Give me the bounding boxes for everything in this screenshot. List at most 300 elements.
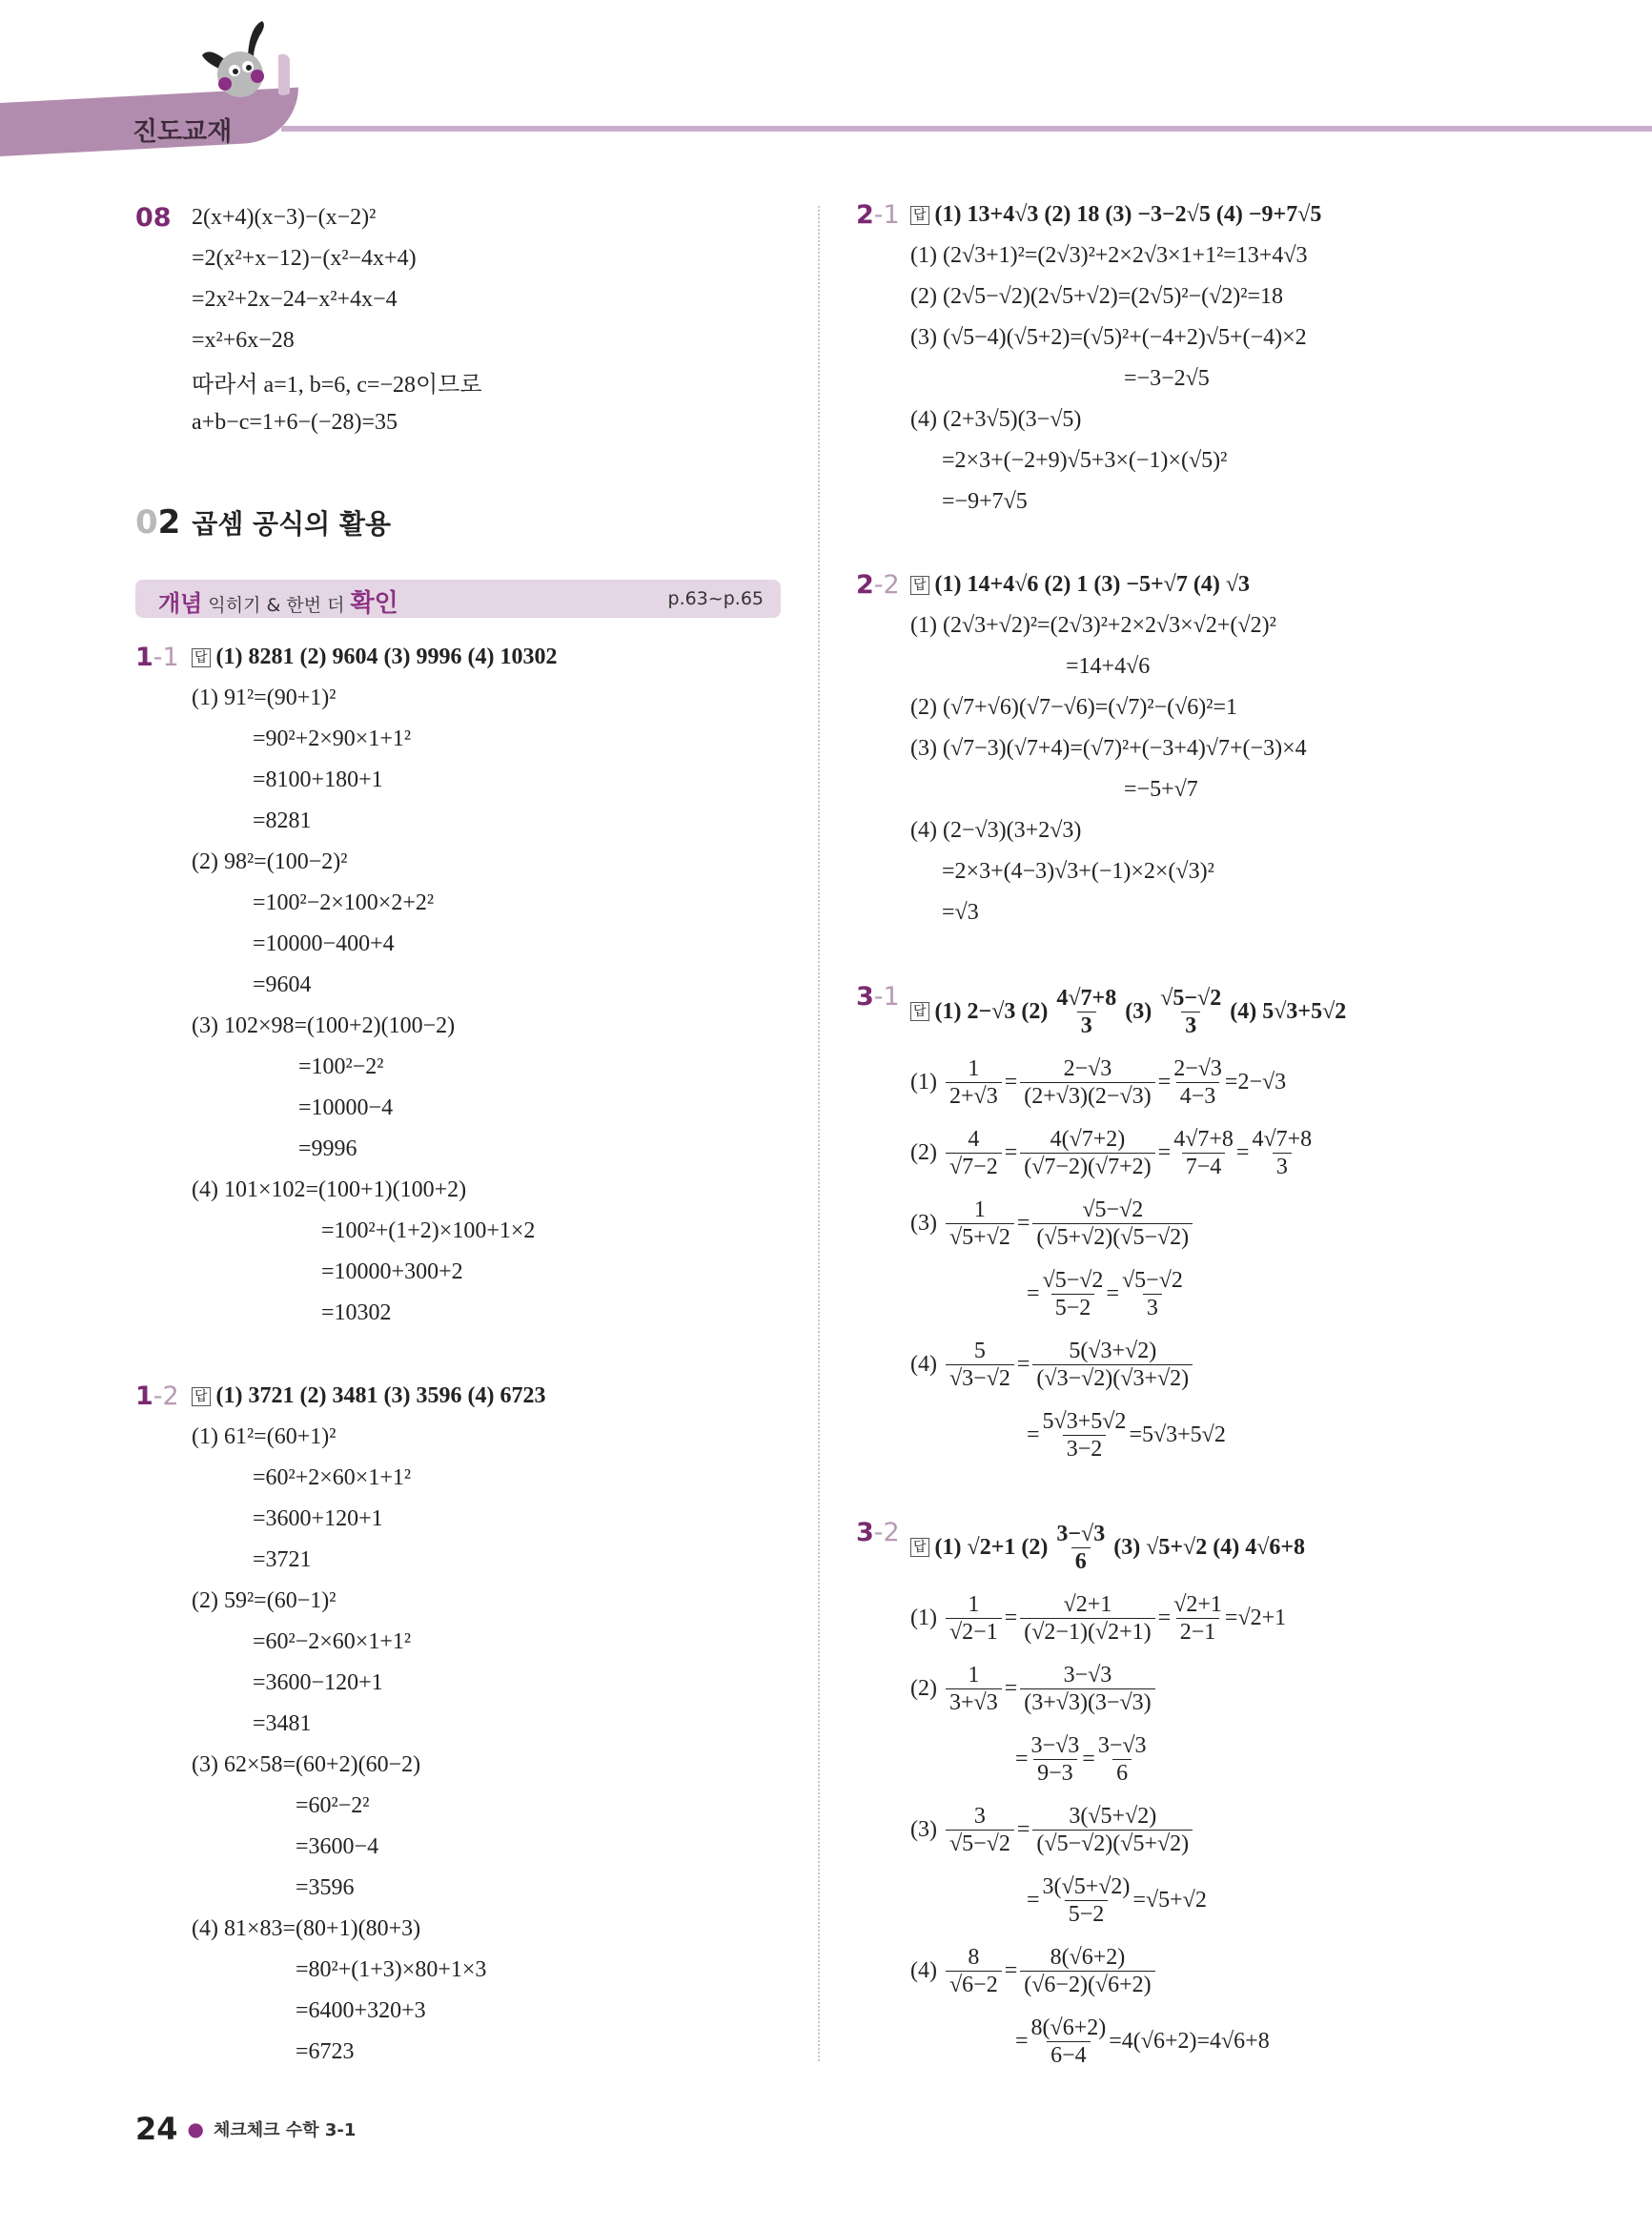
- math-text: =: [1004, 1139, 1018, 1165]
- denominator: 6−4: [1047, 2041, 1091, 2069]
- solution-line: [910, 440, 1321, 481]
- fraction: [1020, 1944, 1154, 1998]
- numerator: 5√3+5√2: [1042, 1408, 1127, 1434]
- math-text: (4): [910, 1957, 943, 1983]
- math-text: =: [1016, 1210, 1030, 1236]
- math-text: =−5+√7: [1124, 777, 1198, 802]
- math-text: =100²−2²: [298, 1054, 384, 1079]
- math-text: (2) 98²=(100−2)²: [192, 849, 348, 874]
- math-text: =: [1016, 1351, 1030, 1377]
- problem-number-minor: -2: [873, 1518, 900, 1547]
- solution-line: [910, 1400, 1346, 1470]
- numerator: 3−√3: [1097, 1732, 1147, 1758]
- solution-line: [192, 1499, 545, 1540]
- solution-body: [910, 564, 1307, 933]
- solution-line: [192, 1170, 557, 1211]
- answer-line: [910, 564, 1307, 605]
- numerator: 1: [968, 1662, 980, 1688]
- problem-number: [856, 570, 900, 600]
- denominator: 3: [1077, 1012, 1096, 1039]
- numerator: √5−√2: [1082, 1197, 1144, 1222]
- problem-3-1: [856, 976, 1346, 1470]
- solution-line: [192, 760, 557, 801]
- solution-line: [910, 1865, 1305, 1935]
- math-text: =6723: [296, 2039, 355, 2064]
- math-text: (2): [910, 1675, 943, 1701]
- math-text: =10000+300+2: [321, 1259, 463, 1284]
- solution-line: [910, 1188, 1346, 1258]
- solution-line: [192, 1622, 545, 1663]
- solution-line: [192, 1663, 545, 1704]
- fraction: [1032, 1338, 1193, 1392]
- math-text: =: [1027, 1280, 1040, 1306]
- math-text: =: [1004, 1605, 1018, 1630]
- numerator: √5−√2: [1042, 1267, 1104, 1293]
- fraction: [1031, 1732, 1080, 1787]
- answer-line: [192, 1376, 545, 1417]
- banner-part3: 확인: [350, 589, 398, 618]
- numerator: 4√7+8: [1056, 985, 1117, 1011]
- math-text: (3) (√7−3)(√7+4)=(√7)²+(−3+4)√7+(−3)×4: [910, 736, 1307, 761]
- denominator: 7−4: [1182, 1153, 1226, 1180]
- solution-line: [192, 1129, 557, 1170]
- fraction: [1031, 2015, 1107, 2069]
- denominator: (3+√3)(3−√3): [1020, 1688, 1154, 1716]
- math-text: (3) 62×58=(60+2)(60−2): [192, 1752, 421, 1777]
- solution-line: [910, 810, 1307, 851]
- answer-mark-icon: 답: [910, 206, 929, 225]
- problem-number: [135, 643, 179, 672]
- math-text: =10000−400+4: [253, 931, 395, 956]
- bullet-icon: ●: [187, 2117, 204, 2140]
- problem-2-2: [856, 564, 1307, 933]
- solution-line: [910, 399, 1321, 440]
- fraction: [946, 1662, 1002, 1716]
- math-text: (1): [910, 1069, 943, 1095]
- solution-line: [192, 1458, 545, 1499]
- math-text: =3600+120+1: [253, 1506, 383, 1531]
- solution-line: [910, 728, 1307, 769]
- problem-2-1: [856, 194, 1321, 522]
- fraction: [1173, 1055, 1222, 1110]
- math-text: =2×3+(4−3)√3+(−1)×2×(√3)²: [942, 859, 1214, 884]
- banner-part2: 익히기 & 한번 더: [202, 595, 351, 616]
- section-title-text: 곱셈 공식의 활용: [192, 508, 392, 540]
- solution-line: [910, 1329, 1346, 1400]
- math-text: =: [1004, 1675, 1018, 1701]
- math-text: =−9+7√5: [942, 489, 1028, 514]
- fraction: [1043, 1873, 1131, 1928]
- solution-line: [192, 965, 557, 1006]
- problem-number-minor: -2: [873, 570, 900, 600]
- math-text: =60²−2×60×1+1²: [253, 1629, 412, 1654]
- solution-line: [192, 1417, 545, 1458]
- solution-line: [192, 1868, 545, 1909]
- math-text: (1) 14+4√6 (2) 1 (3) −5+√7 (4) √3: [934, 572, 1251, 597]
- solution-line: [910, 1935, 1305, 2006]
- math-text: (2) (2√5−√2)(2√5+√2)=(2√5)²−(√2)²=18: [910, 284, 1284, 309]
- math-text: a+b−c=1+6−(−28)=35: [192, 410, 398, 435]
- section-number: 2: [157, 503, 181, 542]
- math-text: =90²+2×90×1+1²: [253, 726, 412, 751]
- solution-body: [192, 1376, 545, 2073]
- numerator: 3−√3: [1056, 1521, 1106, 1546]
- numerator: √2+1: [1173, 1591, 1222, 1617]
- denominator: 3: [1143, 1294, 1162, 1321]
- math-text: =2−√3: [1224, 1069, 1287, 1095]
- fraction: [1056, 1521, 1105, 1575]
- denominator: (√5+√2)(√5−√2): [1032, 1223, 1193, 1251]
- fraction: [946, 1803, 1014, 1857]
- solution-line: [192, 1745, 545, 1786]
- solution-line: [192, 279, 482, 320]
- problem-number-major: 08: [135, 203, 172, 233]
- denominator: 2−1: [1176, 1618, 1220, 1646]
- math-text: =60²+2×60×1+1²: [253, 1465, 412, 1490]
- problem-number-major: 1: [135, 1381, 153, 1411]
- math-text: =2(x²+x−12)−(x²−4x+4): [192, 246, 417, 271]
- denominator: √7−2: [946, 1153, 1002, 1180]
- math-text: 2(x+4)(x−3)−(x−2)²: [192, 205, 377, 230]
- math-text: =3721: [253, 1547, 312, 1572]
- math-text: =10302: [321, 1300, 392, 1325]
- math-text: =√5+√2: [1132, 1887, 1207, 1913]
- denominator: (√3−√2)(√3+√2): [1032, 1364, 1193, 1392]
- math-text: =: [1015, 2028, 1029, 2054]
- math-text: (1) √2+1 (2): [934, 1534, 1054, 1560]
- numerator: 4√7+8: [1252, 1126, 1313, 1152]
- math-text: =6400+320+3: [296, 1998, 426, 2023]
- answer-line: [910, 194, 1321, 235]
- answer-line: [910, 1512, 1305, 1583]
- fraction: [1056, 985, 1116, 1039]
- math-text: =: [1157, 1139, 1172, 1165]
- denominator: √2−1: [946, 1618, 1002, 1646]
- problem-number-minor: -1: [873, 200, 900, 230]
- math-text: =8100+180+1: [253, 767, 383, 792]
- numerator: 5(√3+√2): [1069, 1338, 1157, 1363]
- solution-line: [192, 719, 557, 760]
- numerator: 8(√6+2): [1050, 1944, 1126, 1970]
- problem-number: [856, 982, 900, 1012]
- fraction: [1252, 1126, 1312, 1180]
- solution-line: [910, 892, 1307, 933]
- solution-line: [910, 317, 1321, 358]
- answer-line: [192, 637, 557, 678]
- fraction: [1043, 1408, 1127, 1463]
- math-text: =: [1082, 1746, 1095, 1771]
- solution-line: [910, 1653, 1305, 1724]
- solution-line: [910, 358, 1321, 399]
- math-text: =: [1157, 1605, 1172, 1630]
- math-text: =100²+(1+2)×100+1×2: [321, 1218, 536, 1243]
- answer-mark-icon: 답: [192, 648, 211, 667]
- problem-number-major: 2: [856, 200, 874, 230]
- math-text: =: [1027, 1422, 1040, 1447]
- numerator: 1: [973, 1197, 986, 1222]
- solution-line: [192, 1786, 545, 1827]
- math-text: (3) 102×98=(100+2)(100−2): [192, 1013, 456, 1038]
- math-text: (2) (√7+√6)(√7−√6)=(√7)²−(√6)²=1: [910, 695, 1238, 720]
- math-text: (4) (2+3√5)(3−√5): [910, 407, 1082, 432]
- solution-line: [910, 2006, 1305, 2077]
- column-divider: [818, 206, 820, 2061]
- denominator: 3: [1181, 1012, 1200, 1039]
- page-number: 24: [135, 2111, 178, 2147]
- math-text: =9996: [298, 1136, 357, 1161]
- math-text: =9604: [253, 972, 312, 997]
- header-rule: [281, 126, 1652, 132]
- numerator: 2−√3: [1173, 1055, 1222, 1081]
- fraction: [1122, 1267, 1183, 1321]
- answer-mark-icon: 답: [910, 1002, 929, 1021]
- math-text: (1) 61²=(60+1)²: [192, 1424, 337, 1449]
- numerator: 4: [968, 1126, 980, 1152]
- fraction: [1173, 1591, 1222, 1646]
- numerator: 4(√7+2): [1050, 1126, 1126, 1152]
- problem-number-major: 1: [135, 643, 153, 672]
- answer-mark-icon: 답: [910, 576, 929, 595]
- math-text: (3): [910, 1816, 943, 1842]
- section-number-prefix: 0: [135, 503, 158, 542]
- fraction: [946, 1338, 1014, 1392]
- solution-line: [192, 2032, 545, 2073]
- fraction: [1020, 1662, 1154, 1716]
- denominator: √3−√2: [946, 1364, 1014, 1392]
- math-text: (4) 101×102=(100+1)(100+2): [192, 1177, 467, 1202]
- solution-line: [910, 1794, 1305, 1865]
- math-text: (1) 3721 (2) 3481 (3) 3596 (4) 6723: [215, 1383, 546, 1408]
- solution-line: [192, 238, 482, 279]
- denominator: (√2−1)(√2+1): [1020, 1618, 1154, 1646]
- fraction: [946, 1126, 1002, 1180]
- solution-line: [910, 1117, 1346, 1188]
- solution-line: [192, 801, 557, 842]
- numerator: 1: [968, 1055, 980, 1081]
- problem-number-minor: -1: [153, 643, 179, 672]
- denominator: (2+√3)(2−√3): [1020, 1082, 1154, 1110]
- banner-part1: 개념: [158, 590, 203, 617]
- problem-number-major: 3: [856, 982, 874, 1012]
- math-text: (1) (2√3+√2)²=(2√3)²+2×2√3×√2+(√2)²: [910, 613, 1276, 638]
- problem-number: [135, 1381, 179, 1411]
- math-text: =4(√6+2)=4√6+8: [1109, 2028, 1270, 2054]
- numerator: 8(√6+2): [1030, 2015, 1107, 2040]
- math-text: =: [1004, 1957, 1018, 1983]
- solution-line: [192, 1827, 545, 1868]
- denominator: 2+√3: [946, 1082, 1002, 1110]
- solution-line: [192, 1950, 545, 1991]
- math-text: =: [1235, 1139, 1250, 1165]
- math-text: 따라서 a=1, b=6, c=−28이므로: [192, 373, 482, 398]
- fraction: [1160, 985, 1221, 1039]
- problem-08: [135, 197, 482, 443]
- solution-line: [192, 320, 482, 361]
- solution-line: [192, 1540, 545, 1581]
- denominator: 6: [1112, 1759, 1132, 1787]
- numerator: √5−√2: [1160, 985, 1222, 1011]
- solution-line: [910, 1724, 1305, 1794]
- math-text: (3): [1119, 998, 1158, 1024]
- rabbit-mascot-icon: [191, 17, 296, 113]
- solution-line: [910, 851, 1307, 892]
- numerator: 3: [973, 1803, 986, 1829]
- denominator: √5+√2: [946, 1223, 1014, 1251]
- solution-line: [910, 646, 1307, 687]
- solution-line: [910, 687, 1307, 728]
- math-text: =10000−4: [298, 1095, 394, 1120]
- section-title: [135, 503, 391, 542]
- answer-mark-icon: 답: [192, 1387, 211, 1406]
- math-text: =100²−2×100×2+2²: [253, 890, 435, 915]
- fraction: [946, 1944, 1002, 1998]
- math-text: =: [1027, 1887, 1040, 1913]
- math-text: =3481: [253, 1711, 312, 1736]
- math-text: (4) (2−√3)(3+2√3): [910, 818, 1082, 843]
- numerator: √2+1: [1063, 1591, 1112, 1617]
- solution-body: [192, 197, 482, 443]
- banner-page-range: p.63~p.65: [667, 588, 764, 609]
- math-text: =3600−4: [296, 1834, 379, 1859]
- denominator: 3: [1273, 1153, 1292, 1180]
- solution-line: [910, 481, 1321, 522]
- solution-line: [910, 1047, 1346, 1117]
- fraction: [1032, 1197, 1193, 1251]
- math-text: =5√3+5√2: [1129, 1422, 1226, 1447]
- math-text: (1) (2√3+1)²=(2√3)²+2×2√3×1+1²=13+4√3: [910, 243, 1308, 268]
- problem-number: [135, 203, 172, 233]
- math-text: (4) 81×83=(80+1)(80+3): [192, 1916, 421, 1941]
- denominator: √6−2: [946, 1971, 1002, 1998]
- problem-3-2: [856, 1512, 1305, 2077]
- denominator: 3+√3: [946, 1688, 1002, 1716]
- problem-number: [856, 200, 900, 230]
- solution-line: [192, 678, 557, 719]
- solution-line: [192, 1581, 545, 1622]
- numerator: 3−√3: [1063, 1662, 1112, 1688]
- fraction: [1173, 1126, 1234, 1180]
- solution-line: [910, 1258, 1346, 1329]
- book-title: 체크체크 수학 3-1: [213, 2120, 357, 2140]
- numerator: 3(√5+√2): [1042, 1873, 1131, 1899]
- math-text: =√2+1: [1224, 1605, 1287, 1630]
- numerator: 3−√3: [1030, 1732, 1080, 1758]
- numerator: 4√7+8: [1173, 1126, 1234, 1152]
- problem-1-2: [135, 1376, 545, 2073]
- solution-line: [910, 605, 1307, 646]
- math-text: (1) 8281 (2) 9604 (3) 9996 (4) 10302: [215, 644, 558, 669]
- solution-line: [192, 924, 557, 965]
- denominator: 5−2: [1051, 1294, 1095, 1321]
- math-text: =2×3+(−2+9)√5+3×(−1)×(√5)²: [942, 448, 1228, 473]
- fraction: [1032, 1803, 1193, 1857]
- answer-mark-icon: 답: [910, 1538, 929, 1557]
- solution-line: [192, 883, 557, 924]
- denominator: 5−2: [1065, 1900, 1109, 1928]
- math-text: =: [1015, 1746, 1029, 1771]
- math-text: =−3−2√5: [1124, 366, 1210, 391]
- fraction: [1043, 1267, 1104, 1321]
- denominator: 4−3: [1176, 1082, 1220, 1110]
- solution-line: [910, 769, 1307, 810]
- fraction: [1020, 1591, 1154, 1646]
- denominator: 3−2: [1063, 1435, 1107, 1463]
- solution-line: [192, 1991, 545, 2032]
- math-text: =x²+6x−28: [192, 328, 295, 353]
- numerator: 5: [973, 1338, 986, 1363]
- problem-1-1: [135, 637, 557, 1334]
- math-text: (1) 13+4√3 (2) 18 (3) −3−2√5 (4) −9+7√5: [934, 202, 1322, 227]
- page-footer: [135, 2111, 356, 2147]
- math-text: =3600−120+1: [253, 1670, 383, 1695]
- solution-line: [192, 402, 482, 443]
- solution-body: [910, 976, 1346, 1470]
- solution-line: [192, 1293, 557, 1334]
- solution-line: [910, 276, 1321, 317]
- math-text: (2): [910, 1139, 943, 1165]
- fraction: [1098, 1732, 1147, 1787]
- math-text: =14+4√6: [1066, 654, 1151, 679]
- math-text: (3): [910, 1210, 943, 1236]
- header-tab-label: 진도교재: [133, 117, 233, 147]
- math-text: =2x²+2x−24−x²+4x−4: [192, 287, 398, 312]
- numerator: 2−√3: [1063, 1055, 1112, 1081]
- solution-line: [192, 1252, 557, 1293]
- solution-line: [910, 235, 1321, 276]
- solution-line: [192, 1088, 557, 1129]
- denominator: √5−√2: [946, 1830, 1014, 1857]
- problem-number-major: 2: [856, 570, 874, 600]
- math-text: (1) 91²=(90+1)²: [192, 685, 337, 710]
- solution-line: [192, 1006, 557, 1047]
- answer-line: [910, 976, 1346, 1047]
- solution-line: [192, 361, 482, 402]
- math-text: =√3: [942, 900, 979, 925]
- math-text: (4): [910, 1351, 943, 1377]
- fraction: [946, 1197, 1014, 1251]
- concept-banner: [135, 580, 781, 618]
- problem-number-minor: -1: [873, 982, 900, 1012]
- solution-body: [192, 637, 557, 1334]
- solution-line: [192, 1211, 557, 1252]
- solution-body: [910, 1512, 1305, 2077]
- solution-line: [910, 1583, 1305, 1653]
- math-text: (3) √5+√2 (4) 4√6+8: [1108, 1534, 1306, 1560]
- problem-number-minor: -2: [153, 1381, 179, 1411]
- denominator: 9−3: [1033, 1759, 1077, 1787]
- solution-body: [910, 194, 1321, 522]
- denominator: (√5−√2)(√5+√2): [1032, 1830, 1193, 1857]
- problem-number-major: 3: [856, 1518, 874, 1547]
- solution-line: [192, 1047, 557, 1088]
- math-text: (2) 59²=(60−1)²: [192, 1588, 337, 1613]
- math-text: =: [1157, 1069, 1172, 1095]
- solution-line: [192, 197, 482, 238]
- math-text: =80²+(1+3)×80+1×3: [296, 1957, 487, 1982]
- math-text: (4) 5√3+5√2: [1224, 998, 1347, 1024]
- fraction: [946, 1591, 1002, 1646]
- math-text: =3596: [296, 1875, 355, 1900]
- math-text: =: [1016, 1816, 1030, 1842]
- fraction: [946, 1055, 1002, 1110]
- math-text: =: [1106, 1280, 1119, 1306]
- denominator: (√6−2)(√6+2): [1020, 1971, 1154, 1998]
- fraction: [1020, 1126, 1154, 1180]
- denominator: (√7−2)(√7+2): [1020, 1153, 1154, 1180]
- numerator: √5−√2: [1121, 1267, 1183, 1293]
- math-text: =8281: [253, 808, 312, 833]
- problem-number: [856, 1518, 900, 1547]
